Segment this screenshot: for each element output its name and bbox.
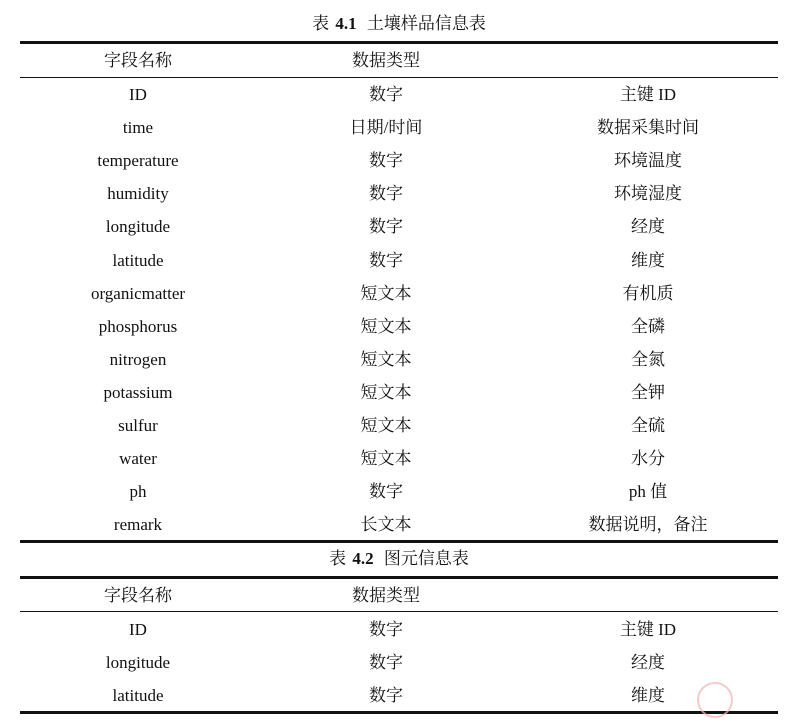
table-4-1-header-row <box>20 44 778 77</box>
table-row <box>20 679 778 712</box>
table-row <box>20 144 778 177</box>
cell-data-type: 数字 <box>369 620 403 639</box>
cell-field-name: ph <box>129 482 147 502</box>
table-4-1-bottom-rule <box>20 540 778 543</box>
cell-field-name: nitrogen <box>109 349 167 369</box>
table-row <box>20 78 778 111</box>
cell-data-type: 长文本 <box>360 515 412 535</box>
table-row <box>20 310 778 343</box>
watermark-logo <box>697 678 792 718</box>
table-row <box>20 442 778 475</box>
cell-field-name: longitude <box>105 217 171 237</box>
cell-data-type: 日期/时间 <box>349 118 423 138</box>
cell-description: 主键 ID <box>619 620 677 639</box>
cell-field-name: remark <box>113 515 163 535</box>
column-header-field-name: 字段名称 <box>104 51 172 70</box>
caption-prefix: 表 <box>329 549 347 568</box>
cell-data-type: 数字 <box>369 653 403 672</box>
cell-data-type: 短文本 <box>360 382 412 402</box>
cell-description: 经度 <box>631 217 665 237</box>
cell-field-name: sulfur <box>118 416 158 435</box>
cell-data-type: 数字 <box>369 217 403 237</box>
table-row <box>20 244 778 277</box>
cell-data-type: 数字 <box>369 250 403 270</box>
cell-field-name: phosphorus <box>98 316 178 336</box>
column-header-field-name: 字段名称 <box>104 586 172 605</box>
table-row <box>20 376 778 409</box>
table-row <box>20 409 778 442</box>
cell-field-name: time <box>122 118 154 138</box>
cell-description: ph 值 <box>628 482 668 502</box>
cell-field-name: longitude <box>105 653 171 672</box>
table-row <box>20 475 778 508</box>
cell-data-type: 短文本 <box>360 416 412 435</box>
cell-description: 有机质 <box>622 283 674 303</box>
table-row <box>20 508 778 541</box>
cell-description: 全硫 <box>631 416 665 435</box>
cell-description: 全钾 <box>631 382 665 402</box>
cell-description: 维度 <box>631 686 665 705</box>
cell-field-name: latitude <box>112 250 164 270</box>
cell-data-type: 数字 <box>369 686 403 705</box>
cell-data-type: 数字 <box>369 151 403 171</box>
caption-number: 4.2 <box>352 549 374 568</box>
cell-field-name: organicmatter <box>90 283 186 303</box>
caption-title: 图元信息表 <box>383 549 469 568</box>
caption-number: 4.1 <box>335 14 357 33</box>
cell-field-name: temperature <box>97 151 179 171</box>
table-row <box>20 210 778 243</box>
caption-prefix: 表 <box>312 14 330 33</box>
cell-field-name: potassium <box>103 382 173 402</box>
table-row <box>20 111 778 144</box>
cell-description: 经度 <box>631 653 665 672</box>
cell-data-type: 短文本 <box>360 349 412 369</box>
cell-field-name: ID <box>129 85 147 104</box>
cell-data-type: 数字 <box>369 85 403 104</box>
cell-data-type: 短文本 <box>360 316 412 336</box>
cell-description: 水分 <box>631 449 665 469</box>
cell-field-name: water <box>119 449 157 469</box>
table-row <box>20 277 778 310</box>
table-4-2-header-row <box>20 579 778 612</box>
cell-data-type: 数字 <box>369 482 403 502</box>
table-row <box>20 613 778 646</box>
cell-description: 环境湿度 <box>614 184 682 204</box>
table-4-2-bottom-rule <box>20 711 778 714</box>
column-header-data-type: 数据类型 <box>352 51 420 70</box>
cell-description: 全氮 <box>631 349 665 369</box>
cell-description: 全磷 <box>631 316 665 336</box>
watermark-circle-icon <box>697 682 733 718</box>
table-row <box>20 343 778 376</box>
table-4-1-caption <box>0 14 798 34</box>
table-row <box>20 177 778 210</box>
cell-description: 数据说明，备注 <box>588 515 708 535</box>
column-header-data-type: 数据类型 <box>352 586 420 605</box>
cell-description: 环境温度 <box>614 151 682 171</box>
cell-description: 维度 <box>631 250 665 270</box>
cell-data-type: 数字 <box>369 184 403 204</box>
cell-description: 数据采集时间 <box>597 118 699 138</box>
cell-data-type: 短文本 <box>360 283 412 303</box>
cell-description: 主键 ID <box>619 85 677 104</box>
cell-data-type: 短文本 <box>360 449 412 469</box>
table-row <box>20 646 778 679</box>
table-4-2-caption <box>0 549 798 569</box>
cell-field-name: humidity <box>107 184 169 204</box>
caption-title: 土壤样品信息表 <box>366 14 486 33</box>
cell-field-name: ID <box>129 620 147 639</box>
table-4-2-header-rule <box>20 611 778 612</box>
cell-field-name: latitude <box>112 686 164 705</box>
